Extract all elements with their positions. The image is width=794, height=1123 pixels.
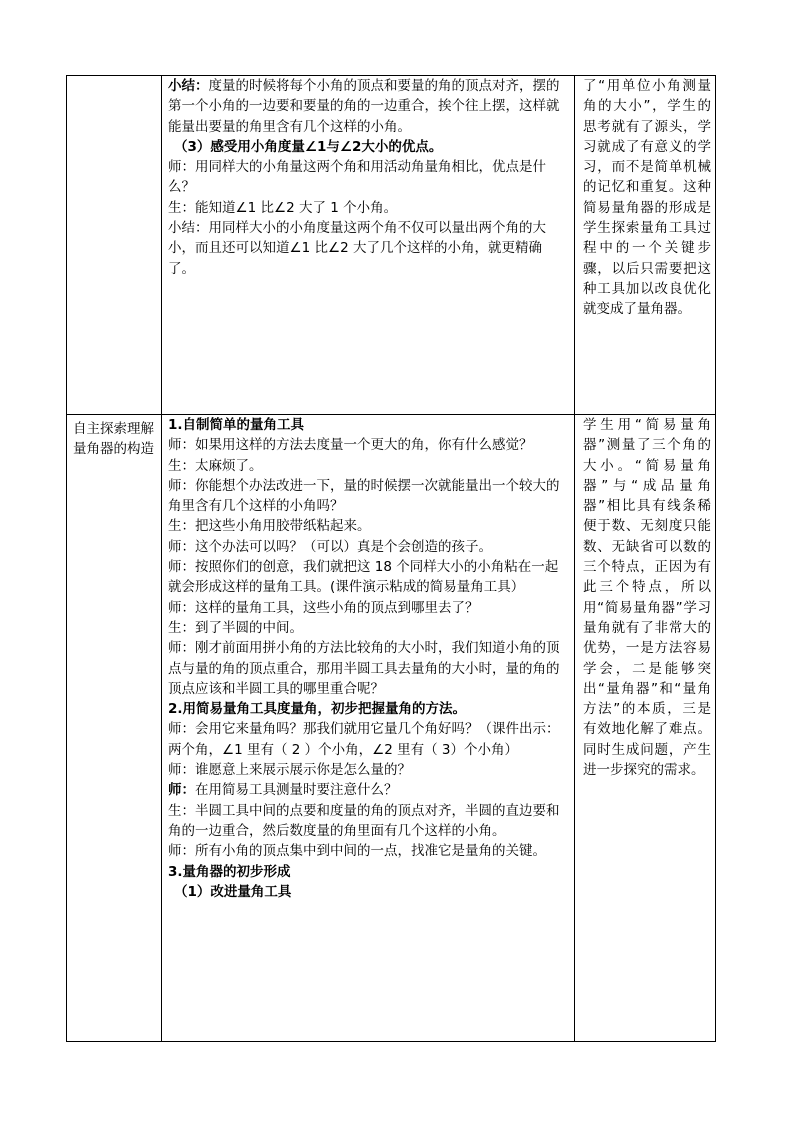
paragraph-text: （1）改进量角工具 [174, 883, 292, 900]
paragraph-text: 师：你能想个办法改进一下，量的时候摆一次就能量出一个较大的角里含有几个这样的小角吗？ [168, 477, 560, 515]
content-paragraph [168, 760, 568, 780]
content-paragraph [168, 618, 568, 638]
content-cell [162, 76, 575, 415]
paragraph-text: 师：如果用这样的方法去度量一个更大的角，你有什么感觉？ [168, 437, 533, 454]
lesson-plan-table [66, 75, 716, 1042]
paragraph-text: 3.量角器的初步形成 [168, 863, 291, 880]
content-paragraph [168, 801, 568, 842]
content-paragraphs [168, 415, 568, 902]
paragraph-text: 生：到了半圆的中间。 [168, 619, 303, 636]
paragraph-text: 师：这样的量角工具，这些小角的顶点到哪里去了？ [168, 599, 479, 616]
note-cell [575, 415, 716, 1042]
paragraph-text: （3）感受用小角度量∠1与∠2大小的优点。 [174, 138, 443, 155]
content-paragraphs [168, 76, 568, 279]
content-paragraph [168, 476, 568, 517]
content-paragraph [168, 137, 568, 157]
content-paragraph [168, 699, 568, 719]
content-cell [162, 415, 575, 1042]
paragraph-text: 生：把这些小角用胶带纸粘起来。 [168, 518, 371, 535]
paragraph-text: 1.自制简单的量角工具 [168, 417, 305, 433]
content-paragraph [168, 198, 568, 218]
content-paragraph [168, 456, 568, 476]
section-cell [67, 415, 162, 1042]
note-cell [575, 76, 716, 415]
table-row [67, 415, 716, 1042]
content-paragraph [168, 638, 568, 699]
paragraph-text: 生：能知道∠1 比∠2 大了 1 个小角。 [168, 199, 398, 216]
content-paragraph [168, 598, 568, 618]
paragraph-text: 小结：用同样大小的小角度量这两个角不仅可以量出两个角的大小，而且还可以知道∠1 比∠2 大了几个这样的小角，就更精确了。 [168, 220, 546, 277]
content-paragraph [168, 415, 568, 435]
section-cell [67, 76, 162, 415]
design-note: 学生用“简易量角器”测量了三个角的大小。“简易量角器”与“成品量角器”相比具有线条稀便于数、无刻度只能数、无缺省可以数的三个特点，正因为有此三个特点，所以用“简易量角器”学习量角就有了非常大的优势，一是方法容易学会，二是能够突出“量角器”和“量角方法”的本质，三是有效地化解了难点。同时生成问题，产生进一步探究的需求。 [583, 417, 711, 779]
content-paragraph [168, 780, 568, 800]
paragraph-text: 师：会用它来量角吗？那我们就用它量几个角好吗？（课件出示：两个角，∠1 里有（ 2 ）个小角，∠2 里有（ 3）个小角） [168, 721, 560, 758]
content-paragraph [168, 862, 568, 882]
design-note: 了“用单位小角测量角的大小”，学生的思考就有了源头，学习就成了有意义的学习，而不是简单机械的记忆和重复。这种简易量角器的形成是学生探索量角工具过程中的一个关键步骤，以后只需要把这种工具加以改良优化就变成了量角器。 [583, 78, 711, 318]
paragraph-text: 生：太麻烦了。 [168, 457, 263, 474]
paragraph-text: 师：所有小角的顶点集中到中间的一点，找准它是量角的关键。 [168, 843, 546, 860]
paragraph-text: 度量的时候将每个小角的顶点和要量的角的顶点对齐，摆的第一个小角的一边要和要量的角的一边重合，挨个往上摆，这样就能量出要量的角里含有几个这样的小角。 [168, 78, 560, 135]
content-paragraph [168, 537, 568, 557]
content-paragraph [168, 157, 568, 198]
table-row [67, 76, 716, 415]
section-label: 自主探索理解量角器的构造 [73, 421, 154, 458]
content-paragraph [168, 435, 568, 455]
paragraph-text: 师：刚才前面用拼小角的方法比较角的大小时，我们知道小角的顶点与量的角的顶点重合，那用半圆工具去量角的大小时，量的角的顶点应该和半圆工具的哪里重合呢？ [168, 640, 560, 697]
paragraph-text: 师：用同样大的小角量这两个角和用活动角量角相比，优点是什么？ [168, 159, 546, 196]
paragraph-text: 师：谁愿意上来展示展示你是怎么量的？ [168, 762, 411, 779]
content-paragraph [168, 841, 568, 861]
speaker-label: 小结： [168, 78, 209, 94]
paragraph-text: 生：半圆工具中间的点要和度量的角的顶点对齐，半圆的直边要和角的一边重合，然后数度量的角里面有几个这样的小角。 [168, 802, 560, 839]
paragraph-text: 2.用简易量角工具度量角，初步把握量角的方法。 [168, 701, 467, 718]
content-paragraph [168, 516, 568, 536]
content-paragraph [168, 557, 568, 598]
speaker-label: 师： [168, 782, 195, 799]
content-paragraph [168, 719, 568, 760]
paragraph-text: 师：按照你们的创意，我们就把这 18 个同样大小的小角粘在一起就会形成这样的量角工具。(课件演示粘成的简易量角工具） [168, 559, 559, 596]
content-paragraph [168, 76, 568, 137]
paragraph-text: 在用简易工具测量时要注意什么？ [195, 782, 398, 799]
content-paragraph [168, 882, 568, 902]
content-paragraph [168, 218, 568, 279]
paragraph-text: 师：这个办法可以吗？（可以）真是个会创造的孩子。 [168, 538, 492, 555]
